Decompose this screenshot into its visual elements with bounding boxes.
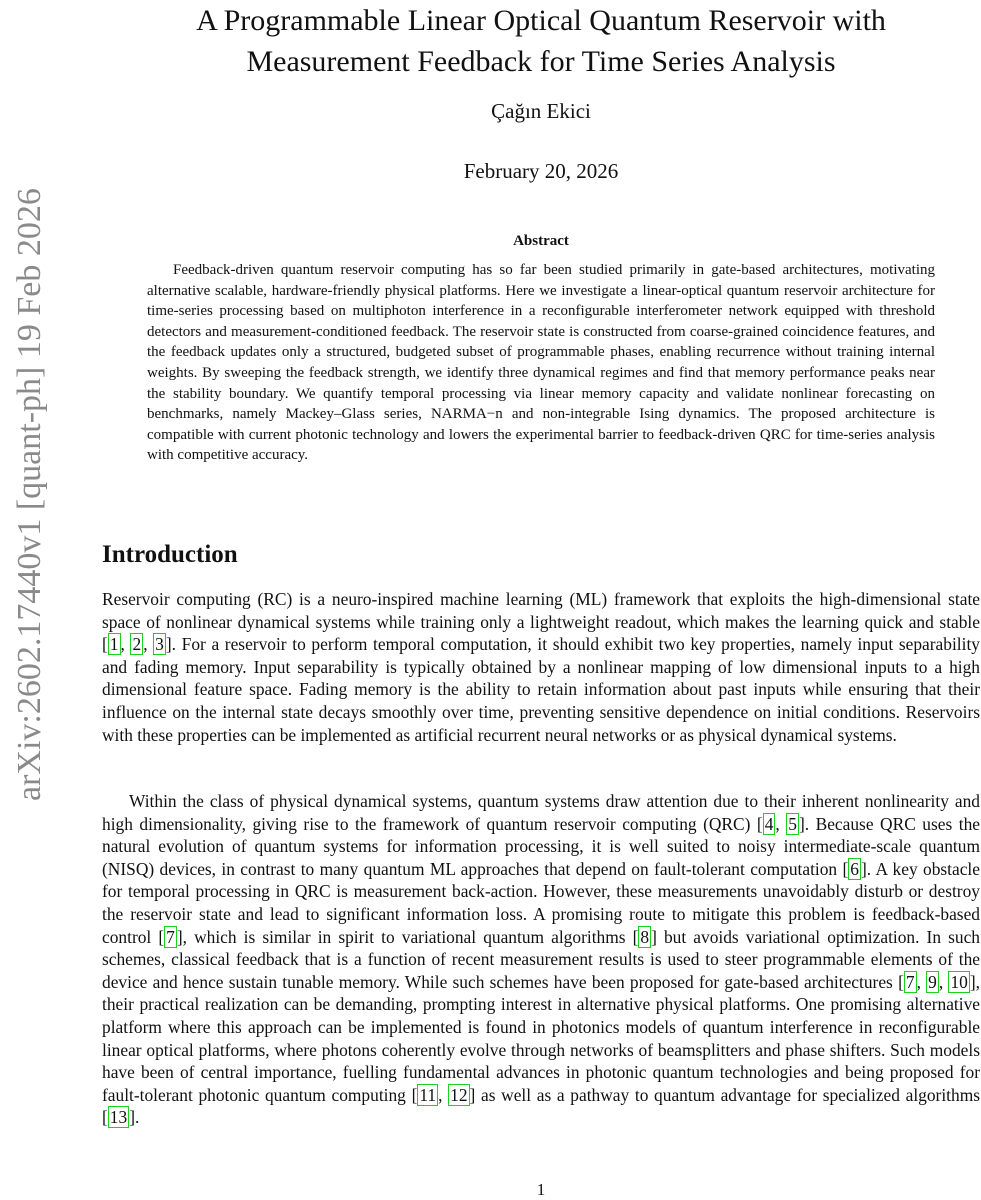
arxiv-identifier-stamp: arXiv:2602.17440v1 [quant-ph] 19 Feb 2026 xyxy=(11,188,48,801)
publication-date: February 20, 2026 xyxy=(463,159,619,183)
abstract-heading: Abstract xyxy=(513,233,569,249)
citation-link[interactable]: 7 xyxy=(166,926,175,947)
intro-paragraph-1: Reservoir computing (RC) is a neuro-inspired machine learning (ML) framework that exploits the high-dimensional state space of nonlinear dynamical systems while training only a lightweight readout, which makes the learning quick and stable [ 1 , 2 , 3 ]. For a reservoir to perform temporal computation, it should exhibit two key properties, namely input separability and fading memory. Input separability is typically obtained by a nonlinear mapping of low dimensional inputs to a high dimensional feature space. Fading memory is the ability to retain information about past inputs while ensuring that their influence on the internal state decays smoothly over time, preventing sensitive dependence on initial conditions. Reservoirs with these properties can be implemented as artificial recurrent neural networks or as physical dynamical systems. xyxy=(102,589,980,745)
text-run: . For a reservoir to perform temporal computation, it should exhibit two key properties, namely input separability and fading memory. Input separability is typically obtained by a nonlinear mapping of low dimensional inputs to a high dimensional feature space. Fading memory is the ability to retain information about past inputs while ensuring that their influence on the internal state decays smoothly over time, preventing sensitive dependence on initial conditions. Reservoirs with these properties can be implemented as artificial recurrent neural networks or as physical dynamical systems. xyxy=(102,634,980,745)
abstract-text: Feedback-driven quantum reservoir computing has so far been studied primarily in gate-based architectures, motivating alternative scalable, hardware-friendly physical platforms. Here we investigate a linear-optical quantum reservoir architecture for time-series processing based on multiphoton interference in a reconfigurable interferometer network equipped with threshold detectors and measurement-conditioned feedback. The reservoir state is constructed from coarse-grained coincidence features, and the feedback updates only a structured, budgeted subset of programmable phases, enabling recurrence without training internal weights. By sweeping the feedback strength, we identify three dynamical regimes and find that memory performance peaks near the stability boundary. We quantify temporal processing via linear memory capacity and validate nonlinear forecasting on benchmarks, namely Mackey–Glass series, NARMA−n and non-integrable Ising dynamics. The proposed architecture is compatible with current photonic technology and lowers the experimental barrier to feedback-driven QRC for time-series analysis with competitive accuracy. xyxy=(147,262,935,464)
citation-link[interactable]: 11 xyxy=(419,1084,437,1105)
text-run: but avoids variational optimization. In such schemes, classical feedback that is a function of recent measurement results is used to steer programmable elements of the device and hence sustain tunable memory. While such schemes have been proposed for gate-based architectures xyxy=(102,926,980,992)
text-run: , their practical realization can be demanding, prompting interest in alternative physical platforms. One promising alternative platform where this approach can be implemented is found in photonics models of quantum interference in reconfigurable linear optical platforms, where photons coherently evolve through networks of beamsplitters and phase shifters. Such models have been of central importance, fuelling fundamental advances in photonic quantum technologies and being proposed for fault-tolerant photonic quantum computing xyxy=(102,971,980,1105)
citation-link[interactable]: 13 xyxy=(109,1107,128,1128)
section-heading-introduction: Introduction xyxy=(102,541,238,568)
citation-link[interactable]: 12 xyxy=(450,1084,468,1105)
citation-link[interactable]: 6 xyxy=(850,858,859,879)
text-run: , which is similar in spirit to variational quantum algorithms xyxy=(182,926,633,947)
text-run: Reservoir computing (RC) is a neuro-inspired machine learning (ML) framework that exploits the high-dimensional state space of nonlinear dynamical systems while training only a lightweight readout, which makes the learning quick and stable xyxy=(102,589,980,632)
author-name: Çağın Ekici xyxy=(491,99,591,123)
citation-link[interactable]: 4 xyxy=(764,813,774,834)
citation-link[interactable]: 10 xyxy=(950,971,968,992)
citation-link[interactable]: 1 xyxy=(109,634,119,655)
paper-title-line-1: A Programmable Linear Optical Quantum Reservoir with xyxy=(196,4,886,37)
intro-paragraph-2: Within the class of physical dynamical systems, quantum systems draw attention due to their inherent nonlinearity and high dimensionality, giving rise to the framework of quantum reservoir computing (QRC) [ 4 , 5 ]. Because QRC uses the natural evolution of quantum systems for information processing, it is well suited to noisy intermediate-scale quantum (NISQ) devices, in contrast to many quantum ML approaches that depend on fault-tolerant computation [ 6 ]. A key obstacle for temporal processing in QRC is measurement back-action. However, these measurements unavoidably disturb or destroy the reservoir state and lead to significant information loss. A promising route to mitigate this problem is feedback-based control [ 7 ], which is similar in spirit to variational quantum algorithms [ 8 ] but avoids variational optimization. In such schemes, classical feedback that is a function of recent measurement results is used to steer programmable elements of the device and hence sustain tunable memory. While such schemes have been proposed for gate-based architectures [ 7 , 9 , 10 ], their practical realization can be demanding, prompting interest in alternative physical platforms. One promising alternative platform where this approach can be implemented is found in photonics models of quantum interference in reconfigurable linear optical platforms, where photons coherently evolve through networks of beamsplitters and phase shifters. Such models have been of central importance, fuelling fundamental advances in photonic quantum technologies and being proposed for fault-tolerant photonic quantum computing [ 11 , 12 ] as well as a pathway to quantum advantage for specialized algorithms [ 13 ]. xyxy=(102,791,980,1128)
citation-link[interactable]: 3 xyxy=(155,634,164,655)
text-run: as well as a pathway to quantum advantage for specialized algorithms xyxy=(475,1084,980,1105)
text-run: Within the class of physical dynamical systems, quantum systems draw attention due to their inherent nonlinearity and high dimensionality, giving rise to the framework of quantum reservoir computing (QRC) xyxy=(102,791,980,834)
paper-title-line-2: Measurement Feedback for Time Series Analysis xyxy=(246,45,836,78)
page-number: 1 xyxy=(536,1180,546,1199)
text-run: . Because QRC uses the natural evolution of quantum systems for information processing, it is well suited to noisy intermediate-scale quantum (NISQ) devices, in contrast to many quantum ML approaches that depend on fault-tolerant computation xyxy=(102,813,980,879)
text-run: . A key obstacle for temporal processing in QRC is measurement back-action. However, these measurements unavoidably disturb or destroy the reservoir state and lead to significant information loss. A promising route to mitigate this problem is feedback-based control xyxy=(102,858,980,947)
citation-link[interactable]: 9 xyxy=(928,971,937,992)
citation-link[interactable]: 8 xyxy=(640,926,650,947)
citation-link[interactable]: 7 xyxy=(905,971,915,992)
citation-link[interactable]: 2 xyxy=(132,634,142,655)
text-run: . xyxy=(134,1107,140,1128)
paper-title xyxy=(110,0,972,82)
citation-link[interactable]: 5 xyxy=(788,813,797,834)
